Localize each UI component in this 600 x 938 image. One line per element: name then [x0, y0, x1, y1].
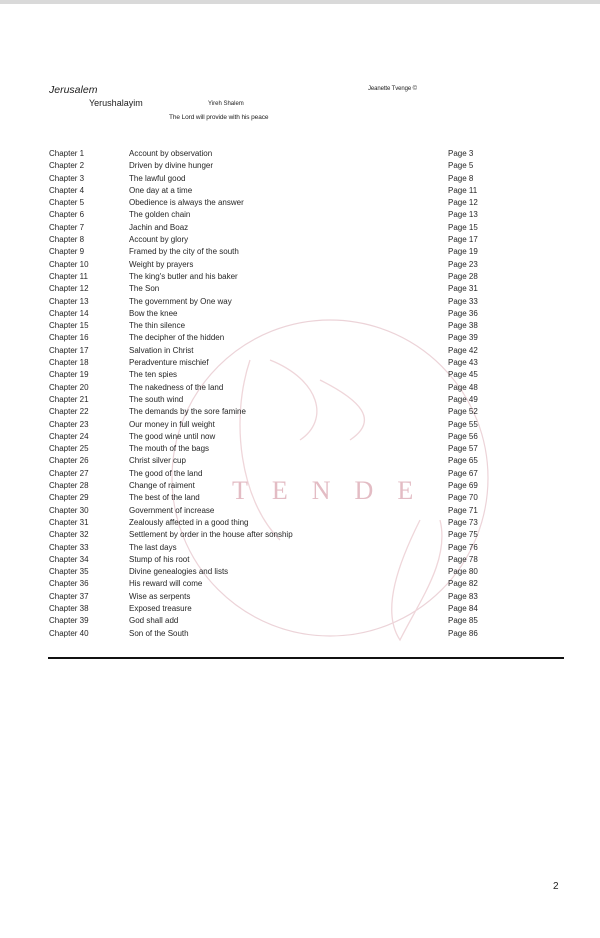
toc-row	[49, 566, 509, 578]
toc-row	[49, 308, 509, 320]
toc-chapter-label: Chapter 6	[49, 210, 85, 220]
toc-page-ref: Page 71	[448, 505, 478, 515]
toc-row	[49, 283, 509, 295]
toc-chapter-label: Chapter 30	[49, 505, 89, 515]
toc-chapter-title: The good of the land	[129, 468, 203, 478]
toc-chapter-label: Chapter 8	[49, 235, 85, 245]
toc-chapter-title: The last days	[129, 542, 177, 552]
toc-page-ref: Page 70	[448, 493, 478, 503]
toc-chapter-title: Account by observation	[129, 149, 213, 158]
toc-row	[49, 160, 509, 172]
toc-chapter-title: Divine genealogies and lists	[129, 567, 229, 577]
toc-chapter-label: Chapter 37	[49, 591, 89, 601]
toc-row	[49, 148, 509, 160]
toc-row	[49, 529, 509, 541]
toc-chapter-label: Chapter 10	[49, 259, 89, 269]
toc-chapter-label: Chapter 27	[49, 468, 89, 478]
toc-row	[49, 259, 509, 271]
toc-page-ref: Page 80	[448, 567, 478, 577]
toc-row	[49, 492, 509, 504]
toc-page-ref: Page 15	[448, 222, 478, 232]
toc-chapter-title: The demands by the sore famine	[129, 407, 246, 417]
toc-chapter-label: Chapter 21	[49, 394, 89, 404]
toc-page-ref: Page 45	[448, 370, 478, 380]
toc-chapter-label: Chapter 15	[49, 321, 89, 331]
toc-chapter-label: Chapter 16	[49, 333, 89, 343]
toc-chapter-label: Chapter 25	[49, 444, 89, 454]
toc-chapter-title: The mouth of the bags	[129, 444, 210, 454]
toc-chapter-title: Obedience is always the answer	[129, 198, 244, 208]
toc-chapter-label: Chapter 17	[49, 345, 89, 355]
toc-row	[49, 394, 509, 406]
toc-chapter-title: The nakedness of the land	[129, 382, 224, 392]
toc-chapter-title: The ten spies	[129, 370, 178, 380]
toc-chapter-label: Chapter 14	[49, 308, 89, 318]
toc-page-ref: Page 11	[448, 185, 478, 195]
toc-chapter-title: Wise as serpents	[129, 591, 191, 601]
toc-page-ref: Page 73	[448, 517, 478, 527]
toc-page-ref: Page 83	[448, 591, 478, 601]
toc-page-ref: Page 23	[448, 259, 478, 269]
page-number: 2	[553, 881, 559, 892]
toc-chapter-title: Weight by prayers	[129, 259, 194, 269]
toc-page-ref: Page 12	[448, 198, 478, 208]
toc-row	[49, 382, 509, 394]
toc-page-ref: Page 31	[448, 284, 478, 294]
toc-page-ref: Page 78	[448, 554, 478, 564]
hebrew-title: Yireh Shalem	[208, 101, 244, 107]
toc-chapter-label: Chapter 7	[49, 222, 85, 232]
toc-row	[49, 591, 509, 603]
toc-page-ref: Page 76	[448, 542, 478, 552]
toc-chapter-title: Exposed treasure	[129, 603, 192, 613]
toc-page-ref: Page 28	[448, 271, 478, 281]
toc-chapter-label: Chapter 20	[49, 382, 89, 392]
toc-row	[49, 578, 509, 590]
toc-page-ref: Page 67	[448, 468, 478, 478]
toc-page-ref: Page 56	[448, 431, 478, 441]
toc-chapter-label: Chapter 12	[49, 284, 89, 294]
toc-chapter-title: His reward will come	[129, 579, 203, 589]
toc-page-ref: Page 42	[448, 345, 478, 355]
toc-row	[49, 271, 509, 283]
toc-page-ref: Page 57	[448, 444, 478, 454]
toc-chapter-title: Bow the knee	[129, 308, 178, 318]
toc-row	[49, 406, 509, 418]
toc-row	[49, 234, 509, 246]
toc-page-ref: Page 33	[448, 296, 478, 306]
toc-chapter-label: Chapter 36	[49, 579, 89, 589]
toc-chapter-label: Chapter 39	[49, 616, 89, 626]
toc-chapter-title: God shall add	[129, 616, 179, 626]
toc-row	[49, 345, 509, 357]
toc-chapter-title: The south wind	[129, 394, 184, 404]
toc-row	[49, 468, 509, 480]
toc-row	[49, 173, 509, 185]
toc-chapter-label: Chapter 40	[49, 628, 89, 638]
toc-chapter-label: Chapter 1	[49, 149, 85, 158]
toc-chapter-title: Government of increase	[129, 505, 215, 515]
toc-row	[49, 197, 509, 209]
toc-page-ref: Page 69	[448, 481, 478, 491]
toc-page-ref: Page 85	[448, 616, 478, 626]
toc-chapter-title: Our money in full weight	[129, 419, 215, 429]
tagline: The Lord will provide with his peace	[169, 114, 269, 121]
toc-chapter-label: Chapter 35	[49, 567, 89, 577]
toc-row	[49, 542, 509, 554]
toc-page-ref: Page 82	[448, 579, 478, 589]
page-top-edge	[0, 0, 600, 4]
toc-chapter-label: Chapter 38	[49, 603, 89, 613]
toc-chapter-label: Chapter 22	[49, 407, 89, 417]
toc-chapter-title: Peradventure mischief	[129, 358, 209, 368]
toc-chapter-title: The thin silence	[129, 321, 186, 331]
horizontal-rule	[48, 657, 564, 659]
toc-chapter-title: Settlement by order in the house after sonship	[129, 530, 293, 540]
toc-chapter-title: The good wine until now	[129, 431, 216, 441]
toc-chapter-label: Chapter 9	[49, 247, 85, 257]
toc-row	[49, 419, 509, 431]
toc-row	[49, 628, 509, 640]
toc-page-ref: Page 43	[448, 358, 478, 368]
toc-row	[49, 209, 509, 221]
toc-chapter-title: Driven by divine hunger	[129, 161, 214, 171]
toc-chapter-title: The decipher of the hidden	[129, 333, 225, 343]
toc-row	[49, 320, 509, 332]
toc-row	[49, 517, 509, 529]
toc-page-ref: Page 55	[448, 419, 478, 429]
toc-row	[49, 480, 509, 492]
toc-row	[49, 603, 509, 615]
toc-row	[49, 554, 509, 566]
toc-row	[49, 246, 509, 258]
toc-row	[49, 443, 509, 455]
table-of-contents	[49, 148, 509, 640]
toc-row	[49, 222, 509, 234]
toc-page-ref: Page 38	[448, 321, 478, 331]
toc-chapter-title: One day at a time	[129, 185, 193, 195]
toc-chapter-title: Christ silver cup	[129, 456, 186, 466]
toc-chapter-label: Chapter 32	[49, 530, 89, 540]
toc-page-ref: Page 86	[448, 628, 478, 638]
toc-chapter-label: Chapter 18	[49, 358, 89, 368]
toc-chapter-label: Chapter 13	[49, 296, 89, 306]
toc-chapter-title: The best of the land	[129, 493, 200, 503]
toc-page-ref: Page 19	[448, 247, 478, 257]
toc-page-ref: Page 3	[448, 149, 474, 158]
toc-chapter-title: The government by One way	[129, 296, 232, 306]
toc-chapter-label: Chapter 28	[49, 481, 89, 491]
toc-chapter-label: Chapter 2	[49, 161, 85, 171]
toc-page-ref: Page 49	[448, 394, 478, 404]
toc-chapter-title: The golden chain	[129, 210, 191, 220]
toc-chapter-title: Salvation in Christ	[129, 345, 194, 355]
document-subtitle: Yerushalayim	[89, 98, 143, 108]
toc-chapter-label: Chapter 5	[49, 198, 85, 208]
toc-page-ref: Page 17	[448, 235, 478, 245]
toc-row	[49, 185, 509, 197]
toc-row	[49, 332, 509, 344]
author-credit: Jeanette Tvenge ©	[368, 86, 417, 92]
toc-chapter-label: Chapter 4	[49, 185, 85, 195]
toc-chapter-title: Zealously affected in a good thing	[129, 517, 249, 527]
toc-page-ref: Page 84	[448, 603, 478, 613]
toc-page-ref: Page 52	[448, 407, 478, 417]
document-title: Jerusalem	[49, 84, 98, 96]
toc-page-ref: Page 65	[448, 456, 478, 466]
toc-chapter-title: Change of raiment	[129, 481, 195, 491]
toc-chapter-title: Son of the South	[129, 628, 189, 638]
toc-page-ref: Page 13	[448, 210, 478, 220]
toc-chapter-label: Chapter 23	[49, 419, 89, 429]
toc-row	[49, 615, 509, 627]
toc-row	[49, 431, 509, 443]
toc-row	[49, 357, 509, 369]
toc-chapter-title: Stump of his root	[129, 554, 190, 564]
toc-chapter-title: Framed by the city of the south	[129, 247, 239, 257]
toc-chapter-title: Jachin and Boaz	[129, 222, 189, 232]
toc-page-ref: Page 5	[448, 161, 474, 171]
toc-page-ref: Page 48	[448, 382, 478, 392]
toc-chapter-label: Chapter 3	[49, 173, 85, 183]
toc-chapter-title: The Son	[129, 284, 160, 294]
toc-chapter-label: Chapter 11	[49, 271, 88, 281]
toc-chapter-label: Chapter 31	[49, 517, 89, 527]
toc-chapter-label: Chapter 24	[49, 431, 89, 441]
toc-chapter-label: Chapter 29	[49, 493, 89, 503]
toc-chapter-label: Chapter 19	[49, 370, 89, 380]
toc-chapter-title: The king's butler and his baker	[129, 271, 238, 281]
toc-row	[49, 369, 509, 381]
toc-page-ref: Page 8	[448, 173, 474, 183]
toc-chapter-label: Chapter 26	[49, 456, 89, 466]
toc-chapter-title: The lawful good	[129, 173, 186, 183]
toc-chapter-title: Account by glory	[129, 235, 189, 245]
toc-page-ref: Page 75	[448, 530, 478, 540]
toc-row	[49, 455, 509, 467]
toc-chapter-label: Chapter 33	[49, 542, 89, 552]
toc-page-ref: Page 39	[448, 333, 478, 343]
toc-chapter-label: Chapter 34	[49, 554, 89, 564]
toc-page-ref: Page 36	[448, 308, 478, 318]
toc-row	[49, 296, 509, 308]
watermark-text: TENDE	[232, 476, 438, 505]
toc-row	[49, 505, 509, 517]
